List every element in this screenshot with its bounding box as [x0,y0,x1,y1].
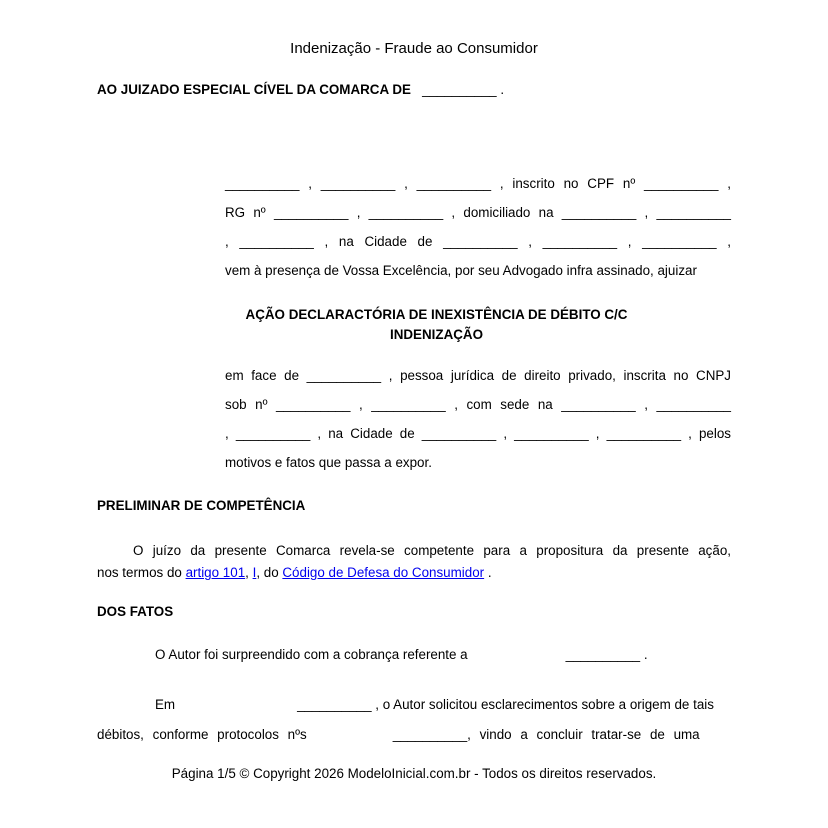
text-segment: débitos, conforme protocolos nºs [97,727,307,742]
text-segment: __________, vindo a concluir tratar-se de uma [392,727,700,742]
defendant-qualification-paragraph [225,361,731,477]
text-segment: , [245,565,253,580]
page-footer: Página 1/5 © Copyright 2026 ModeloInicial.com.br - Todos os direitos reservados. [171,766,657,781]
action-title-line: INDENIZAÇÃO [390,327,483,342]
text-line: em face de __________ , pessoa jurídica de direito privado, inscrita no CNPJ [225,368,731,383]
section-heading-dos-fatos: DOS FATOS [97,604,174,619]
blank-field: __________ . [565,647,648,662]
text-segment: O Autor foi surpreendido com a cobrança referente a [155,647,468,662]
fatos-paragraph-2 [97,690,731,750]
text-segment: __________ , o Autor solicitou esclarecimentos sobre a origem de tais [297,697,714,712]
link-cdc[interactable]: Código de Defesa do Consumidor [282,565,485,580]
document-title: Indenização - Fraude ao Consumidor [290,40,538,57]
author-qualification-paragraph [225,169,731,285]
action-title [142,305,731,345]
link-artigo-101[interactable]: artigo 101 [185,565,246,580]
text-line: vem à presença de Vossa Excelência, por seu Advogado infra assinado, ajuizar [225,263,697,278]
text-segment: , do [256,565,283,580]
text-line: , __________ , na Cidade de __________ , __________ , __________ , pelos [225,426,731,441]
preliminar-paragraph [97,540,731,584]
text-line: RG nº __________ , __________ , domiciliado na __________ , __________ [225,205,731,220]
text-line [97,690,731,720]
fatos-paragraph-1 [97,644,731,666]
text-line: , __________ , na Cidade de __________ , __________ , __________ , [225,234,731,249]
link-inciso-i[interactable]: I [252,565,257,580]
action-title-line: AÇÃO DECLARACTÓRIA DE INEXISTÊNCIA DE DÉBITO C/C [245,307,628,322]
text-line: motivos e fatos que passa a expor. [225,455,432,470]
court-blank-field: __________ . [410,82,505,97]
text-segment: . [484,565,492,580]
text-segment: nos termos do [97,565,186,580]
court-heading [97,82,731,98]
text-line [97,562,731,584]
court-heading-text: AO JUIZADO ESPECIAL CÍVEL DA COMARCA DE [97,82,411,97]
section-heading-preliminar: PRELIMINAR DE COMPETÊNCIA [97,498,306,513]
text-line: O juízo da presente Comarca revela-se competente para a propositura da presente ação, [133,543,731,558]
text-line: sob nº __________ , __________ , com sede na __________ , __________ [225,397,731,412]
text-segment: Em [155,697,176,712]
text-line [97,720,731,750]
text-line: __________ , __________ , __________ , inscrito no CPF nº __________ , [225,176,731,191]
